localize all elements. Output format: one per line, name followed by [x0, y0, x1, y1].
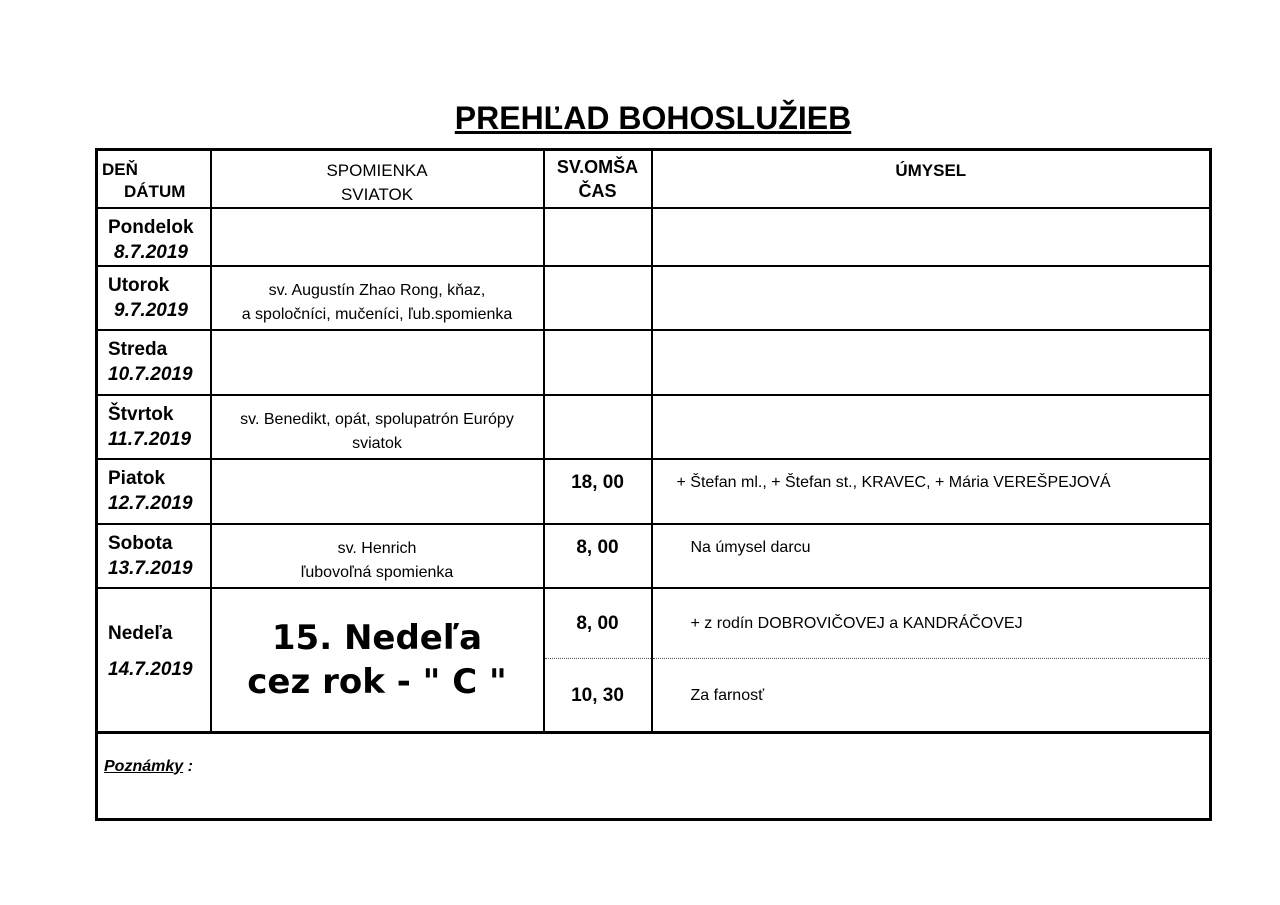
feast-l1: sv. Henrich	[337, 540, 417, 557]
page-title: PREHĽAD BOHOSLUŽIEB	[454, 100, 852, 136]
notes-label: Poznámky	[104, 757, 184, 775]
day-name: Štvrtok	[108, 404, 174, 425]
mass-time: 8, 00	[544, 588, 652, 658]
intent-cell	[652, 330, 1211, 395]
header-mass-l1: SV.OMŠA	[556, 157, 639, 177]
feast-cell	[211, 266, 544, 330]
sunday-feast-l2: cez rok - " C "	[247, 661, 507, 702]
notes-cell	[97, 732, 1211, 819]
header-mass-time	[544, 150, 652, 209]
feast-cell	[211, 459, 544, 524]
header-mass-l2: ČAS	[578, 181, 617, 201]
header-day-date	[97, 150, 211, 209]
sunday-day-cell	[97, 588, 211, 732]
mass-time	[544, 330, 652, 395]
day-cell	[97, 395, 211, 459]
sunday-feast	[211, 588, 544, 732]
day-date: 10.7.2019	[108, 364, 193, 385]
day-date: 13.7.2019	[108, 558, 193, 579]
header-day: DEŇ	[102, 160, 138, 179]
day-cell	[97, 330, 211, 395]
table-row	[97, 395, 1211, 459]
mass-time	[544, 266, 652, 330]
table-row	[97, 524, 1211, 588]
table-row	[97, 330, 1211, 395]
intent-cell: Na úmysel darcu	[652, 524, 1211, 588]
mass-time: 10, 30	[544, 658, 652, 732]
header-feast-l2: SVIATOK	[340, 185, 414, 204]
feast-l2: sviatok	[352, 435, 402, 452]
day-date: 9.7.2019	[114, 300, 188, 321]
day-name: Utorok	[108, 275, 170, 296]
day-cell	[97, 266, 211, 330]
intent-cell: Za farnosť	[652, 658, 1211, 732]
table-row	[97, 208, 1211, 266]
mass-time	[544, 395, 652, 459]
schedule-table	[95, 148, 1212, 821]
notes-row	[97, 732, 1211, 819]
intent-cell	[652, 395, 1211, 459]
sunday-day-name: Nedeľa	[108, 622, 173, 644]
day-date: 8.7.2019	[114, 242, 188, 263]
notes-suffix: :	[183, 757, 193, 775]
intent-cell: + z rodín DOBROVIČOVEJ a KANDRÁČOVEJ	[652, 588, 1211, 658]
day-name: Piatok	[108, 468, 166, 489]
header-date: DÁTUM	[124, 182, 186, 201]
day-name: Streda	[108, 339, 168, 360]
feast-cell	[211, 330, 544, 395]
day-date: 11.7.2019	[108, 429, 192, 450]
intent-cell	[652, 208, 1211, 266]
header-feast-l1: SPOMIENKA	[326, 161, 428, 180]
sunday-date: 14.7.2019	[108, 658, 193, 680]
sunday-row	[97, 588, 1211, 658]
sunday-feast-l1: 15. Nedeľa	[271, 617, 483, 658]
mass-time: 18, 00	[544, 459, 652, 524]
day-date: 12.7.2019	[108, 493, 193, 514]
feast-l2: a spoločníci, mučeníci, ľub.spomienka	[241, 306, 513, 323]
feast-l2: ľubovoľná spomienka	[300, 564, 454, 581]
feast-l1: sv. Augustín Zhao Rong, kňaz,	[268, 282, 486, 299]
table-row	[97, 459, 1211, 524]
table-row	[97, 266, 1211, 330]
day-cell	[97, 524, 211, 588]
notes	[98, 734, 1209, 776]
day-name: Pondelok	[108, 217, 194, 238]
feast-cell	[211, 395, 544, 459]
mass-time	[544, 208, 652, 266]
day-cell	[97, 208, 211, 266]
header-row	[97, 150, 1211, 209]
intent-cell	[652, 266, 1211, 330]
intent-cell: + Štefan ml., + Štefan st., KRAVEC, + Mária VEREŠPEJOVÁ	[652, 459, 1211, 524]
feast-l1: sv. Benedikt, opát, spolupatrón Európy	[240, 411, 514, 428]
mass-time: 8, 00	[544, 524, 652, 588]
header-intent: ÚMYSEL	[652, 150, 1211, 209]
day-cell	[97, 459, 211, 524]
feast-cell	[211, 208, 544, 266]
header-feast	[211, 150, 544, 209]
feast-cell	[211, 524, 544, 588]
day-name: Sobota	[108, 533, 173, 554]
